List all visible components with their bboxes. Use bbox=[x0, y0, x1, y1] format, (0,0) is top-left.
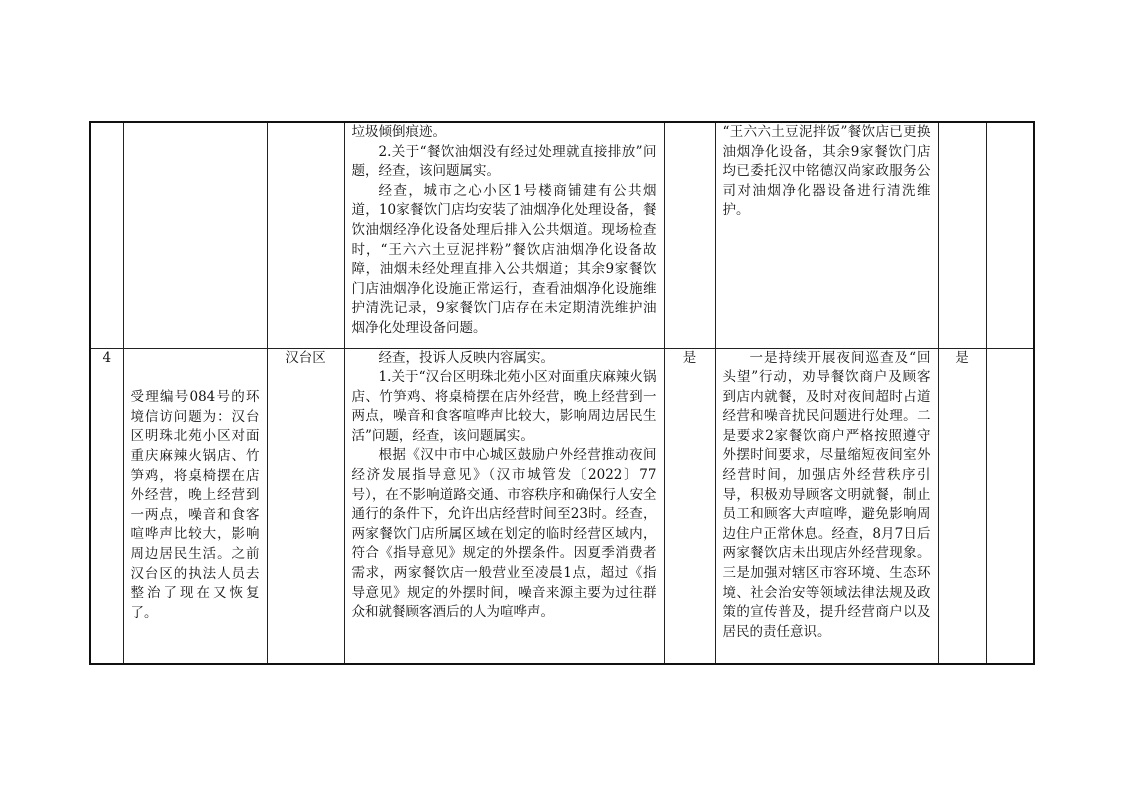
table-row bbox=[90, 122, 1034, 348]
is-true-cell: 是 bbox=[664, 348, 715, 664]
is-true-cell bbox=[664, 122, 715, 348]
handling-paragraph: 一是持续开展夜间巡查及“回头望”行动，劝导餐饮商户及顾客到店内就餐，及时对夜间超时占道经营和噪音扰民问题进行处理。二是要求2家餐饮商户严格按照遵守外摆时间要求，尽量缩短夜间室外经营时间，加强店外经营秩序引导，积极劝导顾客文明就餐，制止员工和顾客大声喧哗，避免影响周边住户正常休息。经查，8月7日后两家餐饮店未出现店外经营现象。三是加强对辖区市容环境、生态环境、社会治安等领域法律法规及政策的宣传普及，提升经营商户以及居民的责任意识。 bbox=[722, 349, 931, 640]
done-cell: 是 bbox=[938, 348, 986, 664]
district-cell: 汉台区 bbox=[267, 348, 344, 664]
remark-cell bbox=[986, 348, 1034, 664]
issue-cell: 受理编号084号的环境信访问题为：汉台区明珠北苑小区对面重庆麻辣火锅店、竹笋鸡，将桌椅摆在店外经营，晚上经营到一两点，噪音和食客喧哗声比较大，影响周边居民生活。之前汉台区的执法人员去整治了现在又恢复了。 bbox=[123, 348, 267, 664]
handling-cell bbox=[715, 348, 938, 664]
remark-cell bbox=[986, 122, 1034, 348]
investigation-cell bbox=[344, 122, 664, 348]
issue-cell bbox=[123, 122, 267, 348]
investigation-paragraph: 经查，城市之心小区1号楼商铺建有公共烟道，10家餐饮门店均安装了油烟净化处理设备，餐饮油烟经净化设备处理后排入公共烟道。现场检查时，“王六六土豆泥拌粉”餐饮店油烟净化设备故障，油烟未经处理直排入公共烟道；其余9家餐饮门店油烟净化设施正常运行，查看油烟净化设施维护清洗记录，9家餐饮门店存在未定期清洗维护油烟净化处理设备问题。 bbox=[351, 182, 657, 336]
table-row bbox=[90, 348, 1034, 664]
investigation-paragraph: 1.关于“汉台区明珠北苑小区对面重庆麻辣火锅店、竹笋鸡、将桌椅摆在店外经营，晚上经营到一两点，噪音和食客喧哗声比较大，影响周边居民生活”问题，经查，该问题属实。 bbox=[351, 369, 657, 444]
investigation-paragraph: 2.关于“餐饮油烟没有经过处理就直接排放”问题，经查，该问题属实。 bbox=[351, 143, 657, 180]
row-number-cell bbox=[90, 122, 123, 348]
row-number-cell: 4 bbox=[90, 348, 123, 664]
handling-paragraph: “王六六土豆泥拌饭”餐饮店已更换油烟净化设备，其余9家餐饮门店均已委托汉中铭德汉尚家政服务公司对油烟净化器设备进行清洗维护。 bbox=[722, 124, 931, 219]
investigation-paragraph: 经查，投诉人反映内容属实。 bbox=[378, 349, 554, 366]
complaint-table bbox=[89, 121, 1035, 665]
done-cell bbox=[938, 122, 986, 348]
handling-cell bbox=[715, 122, 938, 348]
investigation-cell bbox=[344, 348, 664, 664]
investigation-paragraph: 垃圾倾倒痕迹。 bbox=[351, 124, 446, 140]
district-cell bbox=[267, 122, 344, 348]
investigation-paragraph: 根据《汉中市中心城区鼓励户外经营推动夜间经济发展指导意见》（汉市城管发〔2022〕77号），在不影响道路交通、市容秩序和确保行人安全通行的条件下，允许出店经营时间至23时。经查，两家餐饮门店所属区域在划定的临时经营区域内，符合《指导意见》规定的外摆条件。因夏季消费者需求，两家餐饮店一般营业至凌晨1点，超过《指导意见》规定的外摆时间，噪音来源主要为过往群众和就餐顾客酒后的人为喧哗声。 bbox=[351, 447, 657, 621]
